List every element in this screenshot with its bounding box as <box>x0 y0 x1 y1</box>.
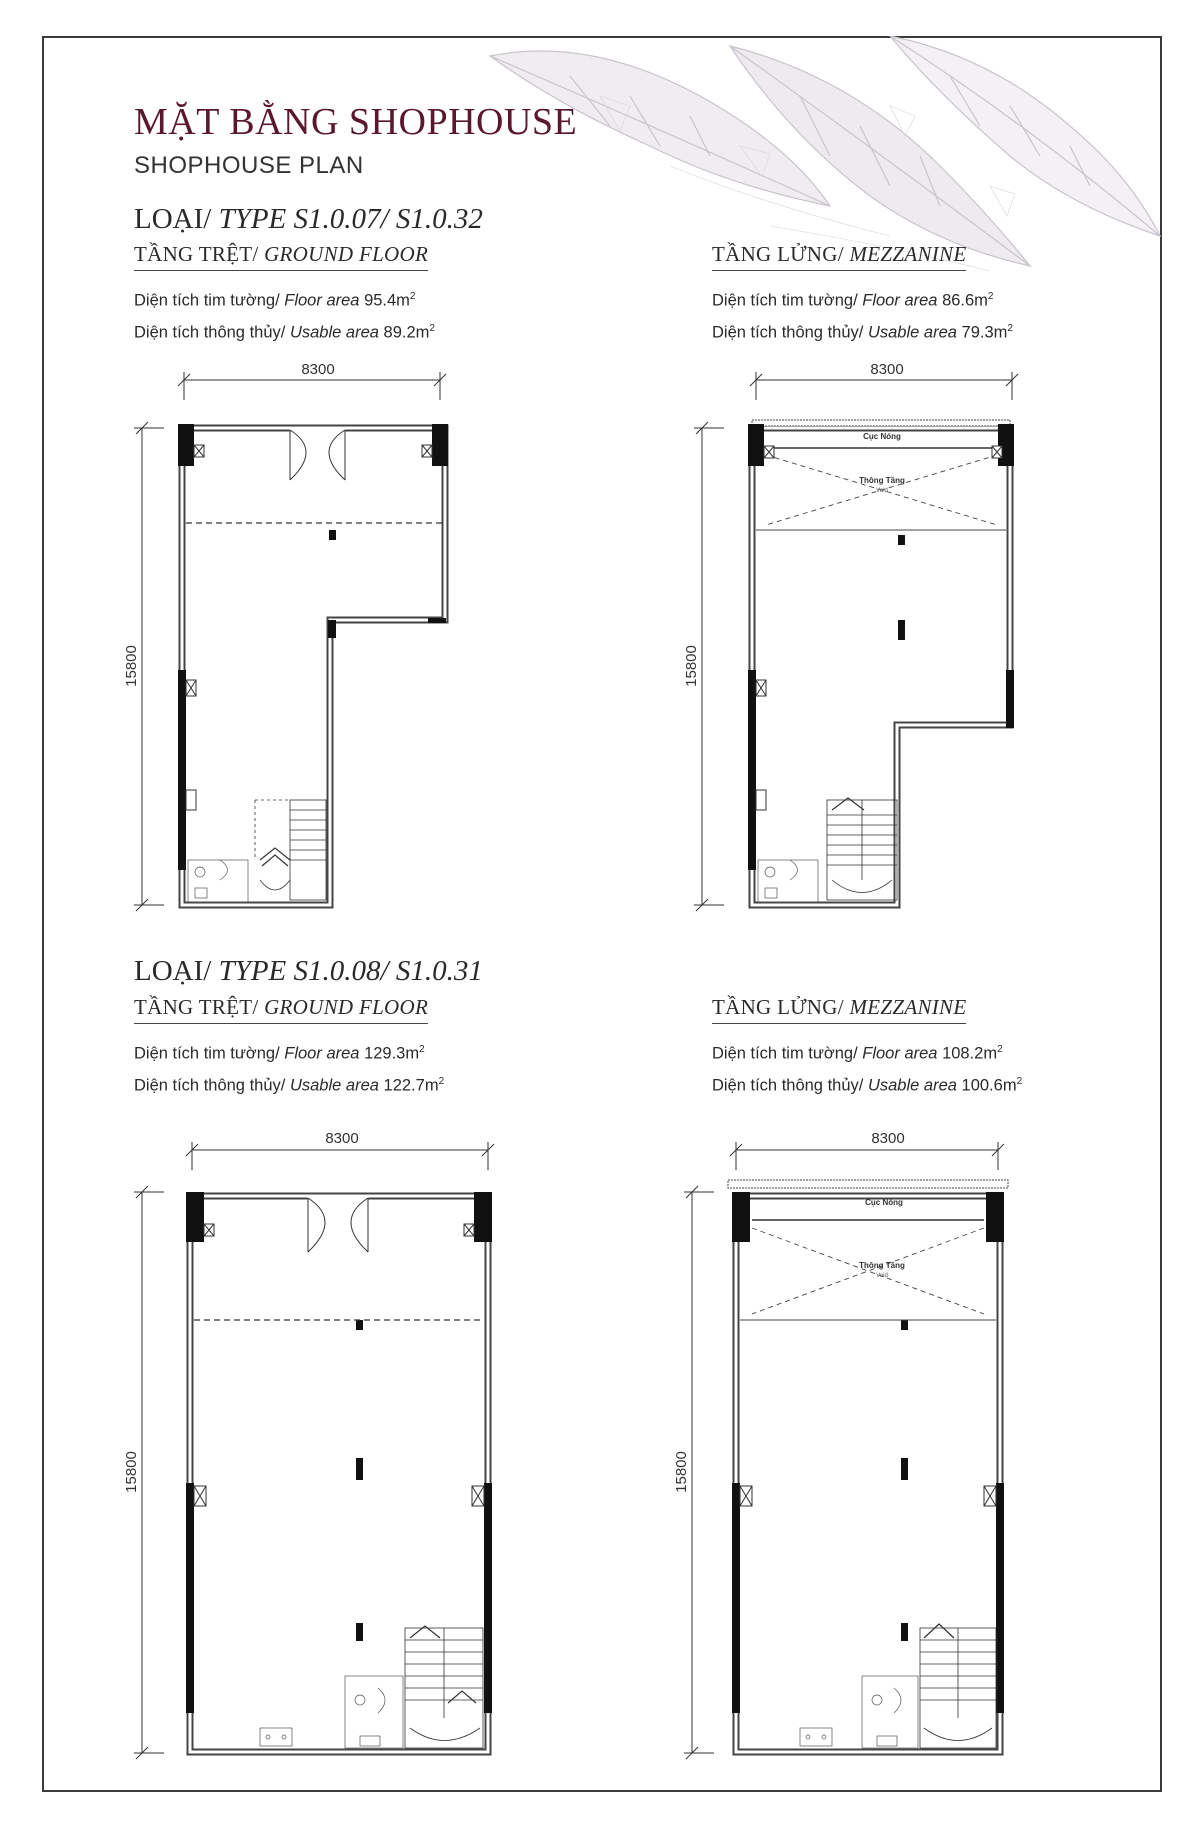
page-subtitle: SHOPHOUSE PLAN <box>134 152 364 179</box>
floor-head-vn: TẦNG LỬNG/ <box>712 242 844 266</box>
floor-area-row: Diện tích tim tường/ Floor area $129.3m^2$ <box>134 1044 425 1063</box>
void-label: Thông Tầng <box>859 1261 905 1270</box>
usable-area-row: Diện tích thông thủy/ Usable area $79.3m^2$ <box>712 322 1013 341</box>
floor-head-ground-1 <box>134 242 428 271</box>
usable-area-row: Diện tích thông thủy/ Usable area $122.7m^2$ <box>134 1075 445 1094</box>
floor-head-vn: TẦNG TRỆT/ <box>134 242 259 266</box>
leaf-illustration <box>470 36 1170 276</box>
floor-head-vn: TẦNG TRỆT/ <box>134 995 259 1019</box>
areas-ground-1 <box>134 283 435 346</box>
floor-area-row: Diện tích tim tường/ Floor area $86.6m^2$ <box>712 291 994 310</box>
usable-area-row: Diện tích thông thủy/ Usable area $89.2m^2$ <box>134 322 435 341</box>
dim-depth: 15800 <box>123 645 140 687</box>
floor-head-en: MEZZANINE <box>849 242 967 266</box>
floor-head-mezz-2 <box>712 995 966 1024</box>
ac-label: Cục Nóng <box>865 1198 903 1207</box>
type-code: TYPE S1.0.07/ S1.0.32 <box>218 203 483 235</box>
plan-mezz-2 <box>672 1128 1062 1768</box>
void-label: Thông Tầng <box>859 476 905 485</box>
floor-head-en: GROUND FLOOR <box>264 242 429 266</box>
plan-mezz-1 <box>672 360 1052 920</box>
void-sub: Void <box>876 488 888 494</box>
dim-width: 8300 <box>871 1130 905 1147</box>
floor-head-mezz-1 <box>712 242 966 271</box>
plan-ground-2 <box>120 1128 510 1768</box>
areas-mezz-2 <box>712 1036 1022 1099</box>
dim-width: 8300 <box>870 361 904 378</box>
areas-ground-2 <box>134 1036 444 1099</box>
void-sub: Void <box>876 1273 888 1279</box>
floor-area-row: Diện tích tim tường/ Floor area $108.2m^2$ <box>712 1044 1003 1063</box>
type-prefix: LOẠI/ <box>134 203 212 235</box>
type-label-2 <box>134 955 483 988</box>
floor-head-en: MEZZANINE <box>849 995 967 1019</box>
dim-width: 8300 <box>301 361 335 378</box>
usable-area-row: Diện tích thông thủy/ Usable area $100.6m^2$ <box>712 1075 1023 1094</box>
dim-depth: 15800 <box>673 1451 690 1493</box>
dim-depth: 15800 <box>683 645 700 687</box>
areas-mezz-1 <box>712 283 1013 346</box>
type-prefix: LOẠI/ <box>134 955 212 987</box>
plan-ground-1 <box>100 360 480 920</box>
floor-head-en: GROUND FLOOR <box>264 995 429 1019</box>
page-title: MẶT BẰNG SHOPHOUSE <box>134 101 578 143</box>
floor-head-ground-2 <box>134 995 428 1024</box>
floor-head-vn: TẦNG LỬNG/ <box>712 995 844 1019</box>
dim-depth: 15800 <box>123 1451 140 1493</box>
floor-area-row: Diện tích tim tường/ Floor area $95.4m^2$ <box>134 291 416 310</box>
dim-width: 8300 <box>325 1130 359 1147</box>
ac-label: Cục Nóng <box>863 432 901 441</box>
type-label-1 <box>134 203 483 236</box>
type-code: TYPE S1.0.08/ S1.0.31 <box>218 955 483 987</box>
